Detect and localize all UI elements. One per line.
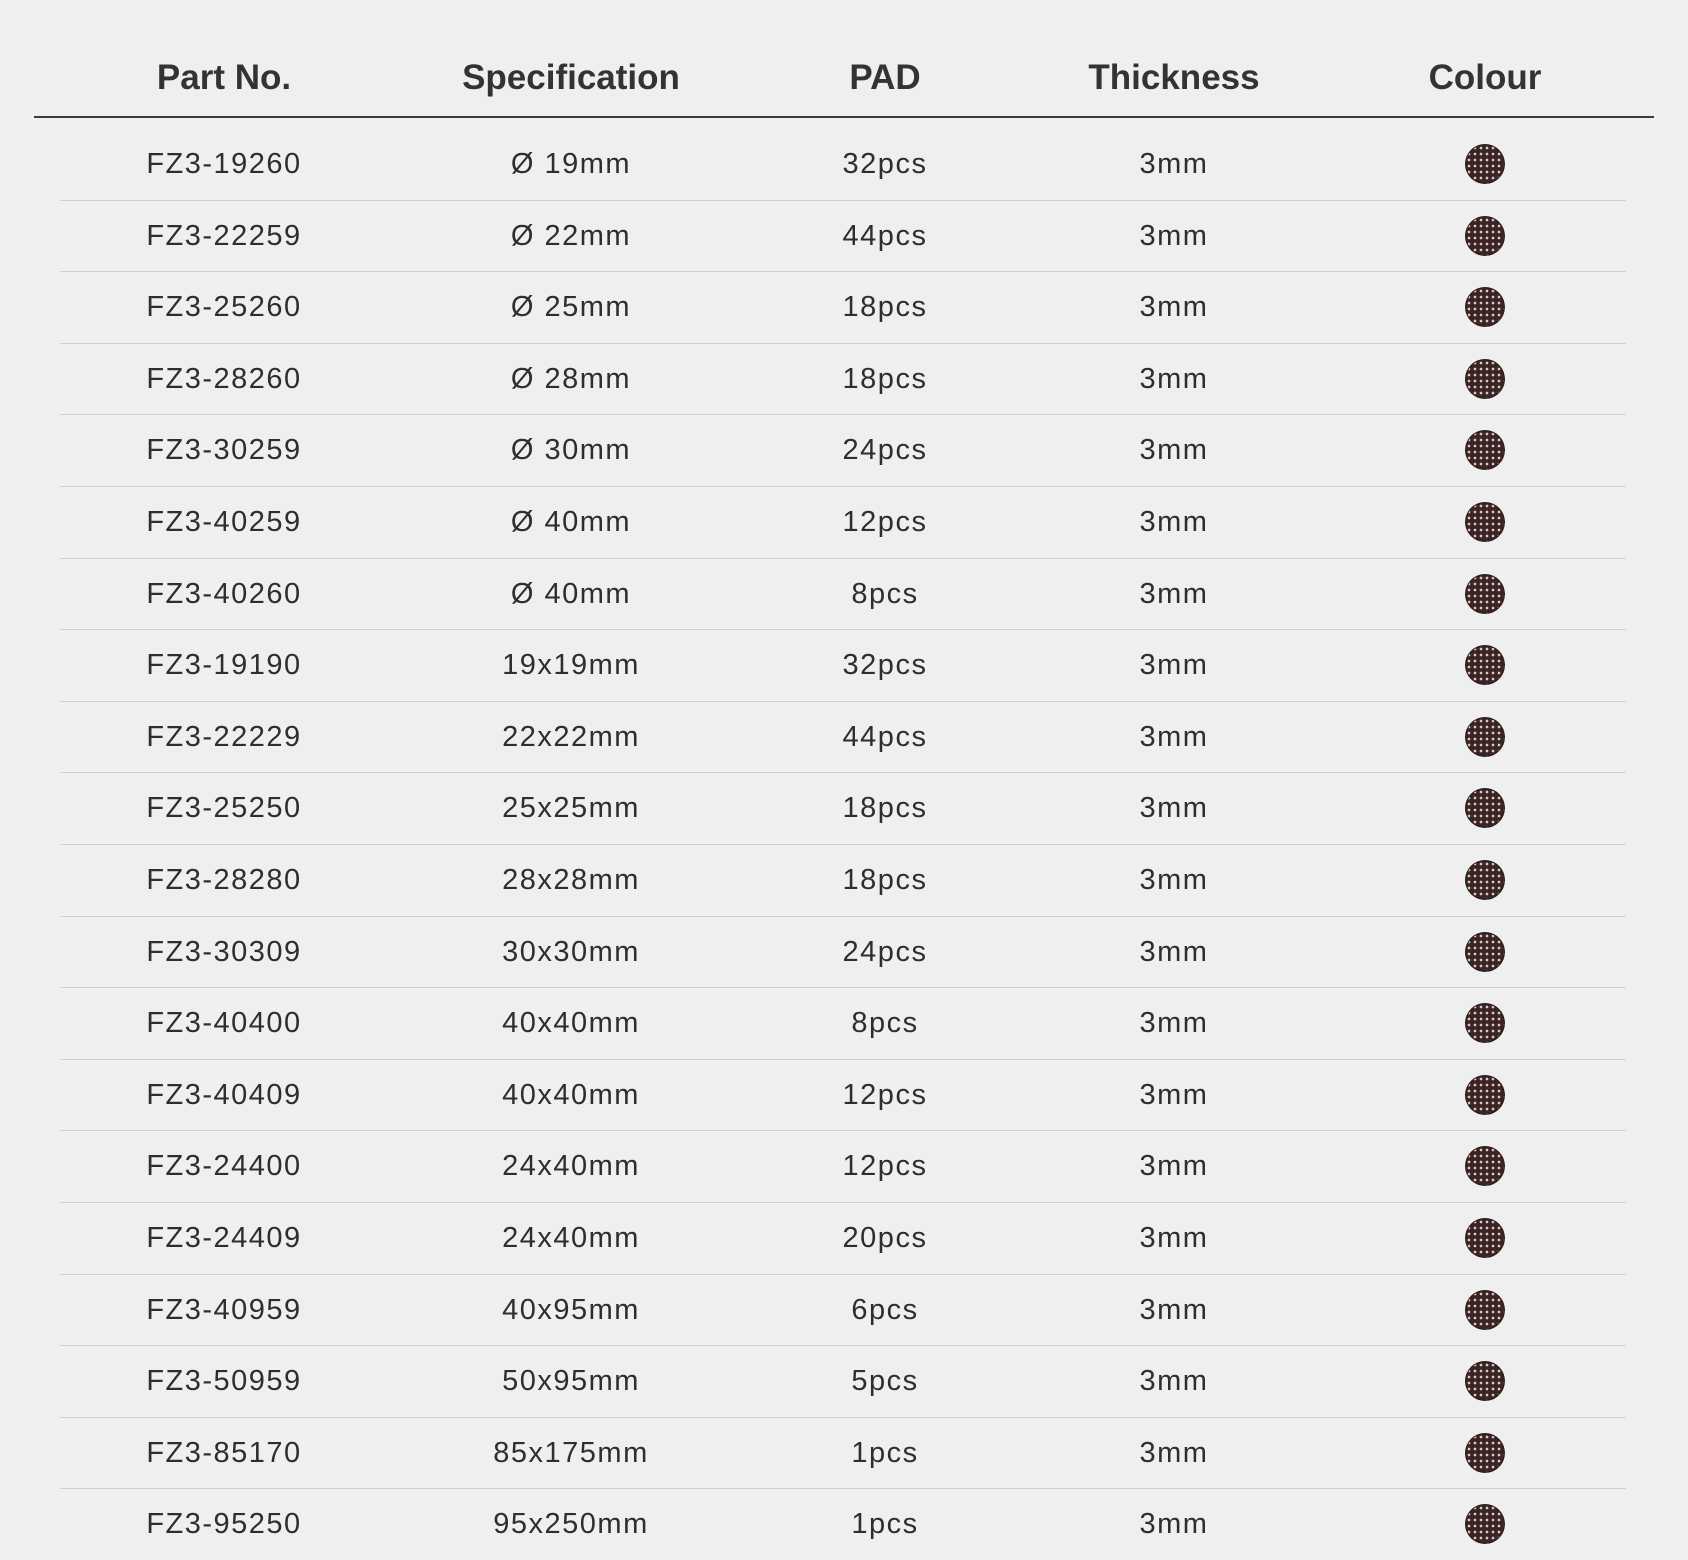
thickness-cell: 3mm	[1139, 649, 1209, 682]
table-row	[60, 272, 1626, 344]
part-number-cell: FZ3-40409	[146, 1078, 302, 1111]
colour-swatch-icon	[1465, 717, 1505, 757]
table-row	[60, 487, 1626, 559]
table-row	[60, 773, 1626, 845]
part-number-cell: FZ3-28280	[146, 863, 302, 896]
header-pad: PAD	[849, 58, 921, 97]
table-row	[60, 129, 1626, 201]
pad-cell: 44pcs	[842, 219, 928, 252]
colour-swatch-icon	[1465, 1075, 1505, 1115]
header-specification: Specification	[462, 58, 680, 97]
colour-swatch-icon	[1465, 430, 1505, 470]
part-number-cell: FZ3-19260	[146, 148, 302, 180]
pad-cell: 32pcs	[842, 649, 928, 682]
table-row	[60, 415, 1626, 487]
table-row	[60, 1346, 1626, 1418]
part-number-cell: FZ3-30259	[146, 434, 302, 467]
thickness-cell: 3mm	[1139, 1221, 1209, 1254]
colour-swatch-icon	[1465, 932, 1505, 972]
table-row	[60, 559, 1626, 631]
thickness-cell: 3mm	[1139, 291, 1209, 324]
colour-swatch-icon	[1465, 1433, 1505, 1473]
colour-swatch-icon	[1465, 359, 1505, 399]
thickness-cell: 3mm	[1139, 505, 1209, 538]
table-row	[60, 988, 1626, 1060]
part-number-cell: FZ3-40260	[146, 577, 302, 610]
pad-cell: 24pcs	[842, 434, 928, 467]
header-thickness: Thickness	[1088, 58, 1260, 97]
thickness-cell: 3mm	[1139, 219, 1209, 252]
table-body	[60, 129, 1626, 1560]
colour-swatch-icon	[1465, 1003, 1505, 1043]
table-row	[60, 845, 1626, 917]
pad-cell: 18pcs	[842, 291, 928, 324]
specification-cell: 85x175mm	[493, 1436, 649, 1469]
table-row	[60, 702, 1626, 774]
table-row	[60, 1418, 1626, 1490]
specification-cell: Ø 40mm	[510, 577, 632, 610]
table-row	[60, 1131, 1626, 1203]
pad-cell: 24pcs	[842, 935, 928, 968]
specification-cell: 30x30mm	[502, 935, 640, 968]
pad-cell: 12pcs	[842, 1078, 928, 1111]
thickness-cell: 3mm	[1139, 1007, 1209, 1040]
colour-swatch-icon	[1465, 144, 1505, 184]
pad-cell: 1pcs	[851, 1508, 919, 1541]
pad-cell: 44pcs	[842, 720, 928, 753]
part-number-cell: FZ3-40400	[146, 1007, 302, 1040]
pad-cell: 32pcs	[842, 148, 928, 180]
thickness-cell: 3mm	[1139, 863, 1209, 896]
header-colour: Colour	[1428, 58, 1542, 97]
pad-cell: 12pcs	[842, 505, 928, 538]
pad-cell: 18pcs	[842, 863, 928, 896]
specification-cell: Ø 28mm	[510, 362, 632, 395]
pad-cell: 18pcs	[842, 362, 928, 395]
specification-cell: 22x22mm	[502, 720, 640, 753]
specification-cell: 19x19mm	[502, 649, 640, 682]
part-number-cell: FZ3-22229	[146, 720, 302, 753]
thickness-cell: 3mm	[1139, 792, 1209, 825]
specification-cell: Ø 40mm	[510, 505, 632, 538]
colour-swatch-icon	[1465, 287, 1505, 327]
table-row	[60, 201, 1626, 273]
specification-cell: 40x95mm	[502, 1293, 640, 1326]
part-number-cell: FZ3-28260	[146, 362, 302, 395]
specification-cell: Ø 30mm	[510, 434, 632, 467]
part-number-cell: FZ3-25260	[146, 291, 302, 324]
colour-swatch-icon	[1465, 216, 1505, 256]
part-number-cell: FZ3-85170	[146, 1436, 302, 1469]
pad-cell: 8pcs	[851, 577, 919, 610]
colour-swatch-icon	[1465, 860, 1505, 900]
thickness-cell: 3mm	[1139, 1436, 1209, 1469]
part-number-cell: FZ3-40259	[146, 505, 302, 538]
part-number-cell: FZ3-50959	[146, 1365, 302, 1398]
specification-cell: 24x40mm	[502, 1221, 640, 1254]
colour-swatch-icon	[1465, 645, 1505, 685]
thickness-cell: 3mm	[1139, 1078, 1209, 1111]
pad-cell: 8pcs	[851, 1007, 919, 1040]
specification-cell: 24x40mm	[502, 1150, 640, 1183]
colour-swatch-icon	[1465, 1504, 1505, 1544]
colour-swatch-icon	[1465, 1146, 1505, 1186]
part-number-cell: FZ3-25250	[146, 792, 302, 825]
specification-cell: 40x40mm	[502, 1007, 640, 1040]
thickness-cell: 3mm	[1139, 1508, 1209, 1541]
part-number-cell: FZ3-30309	[146, 935, 302, 968]
specification-cell: Ø 19mm	[510, 148, 632, 180]
table-row	[60, 630, 1626, 702]
table-row	[60, 1203, 1626, 1275]
pad-cell: 12pcs	[842, 1150, 928, 1183]
part-number-cell: FZ3-95250	[146, 1508, 302, 1541]
pad-cell: 6pcs	[851, 1293, 919, 1326]
table-row	[60, 917, 1626, 989]
table-row	[60, 1275, 1626, 1347]
pad-cell: 18pcs	[842, 792, 928, 825]
pad-cell: 5pcs	[851, 1365, 919, 1398]
thickness-cell: 3mm	[1139, 935, 1209, 968]
part-number-cell: FZ3-19190	[146, 649, 302, 682]
specification-cell: 40x40mm	[502, 1078, 640, 1111]
header-part-no: Part No.	[156, 58, 292, 97]
table-header	[34, 40, 1654, 118]
specification-cell: Ø 22mm	[510, 219, 632, 252]
pad-cell: 1pcs	[851, 1436, 919, 1469]
pad-cell: 20pcs	[842, 1221, 928, 1254]
colour-swatch-icon	[1465, 574, 1505, 614]
colour-swatch-icon	[1465, 788, 1505, 828]
colour-swatch-icon	[1465, 502, 1505, 542]
thickness-cell: 3mm	[1139, 1293, 1209, 1326]
thickness-cell: 3mm	[1139, 720, 1209, 753]
thickness-cell: 3mm	[1139, 362, 1209, 395]
thickness-cell: 3mm	[1139, 1365, 1209, 1398]
table-row	[60, 1060, 1626, 1132]
table-row	[60, 1489, 1626, 1560]
thickness-cell: 3mm	[1139, 148, 1209, 180]
specification-cell: 95x250mm	[493, 1508, 649, 1541]
thickness-cell: 3mm	[1139, 1150, 1209, 1183]
part-number-cell: FZ3-22259	[146, 219, 302, 252]
colour-swatch-icon	[1465, 1218, 1505, 1258]
thickness-cell: 3mm	[1139, 434, 1209, 467]
table-row	[60, 344, 1626, 416]
specification-cell: 28x28mm	[502, 863, 640, 896]
part-number-cell: FZ3-24400	[146, 1150, 302, 1183]
colour-swatch-icon	[1465, 1290, 1505, 1330]
part-number-cell: FZ3-24409	[146, 1221, 302, 1254]
part-number-cell: FZ3-40959	[146, 1293, 302, 1326]
specification-cell: 25x25mm	[502, 792, 640, 825]
thickness-cell: 3mm	[1139, 577, 1209, 610]
colour-swatch-icon	[1465, 1361, 1505, 1401]
specification-cell: 50x95mm	[502, 1365, 640, 1398]
specification-cell: Ø 25mm	[510, 291, 632, 324]
